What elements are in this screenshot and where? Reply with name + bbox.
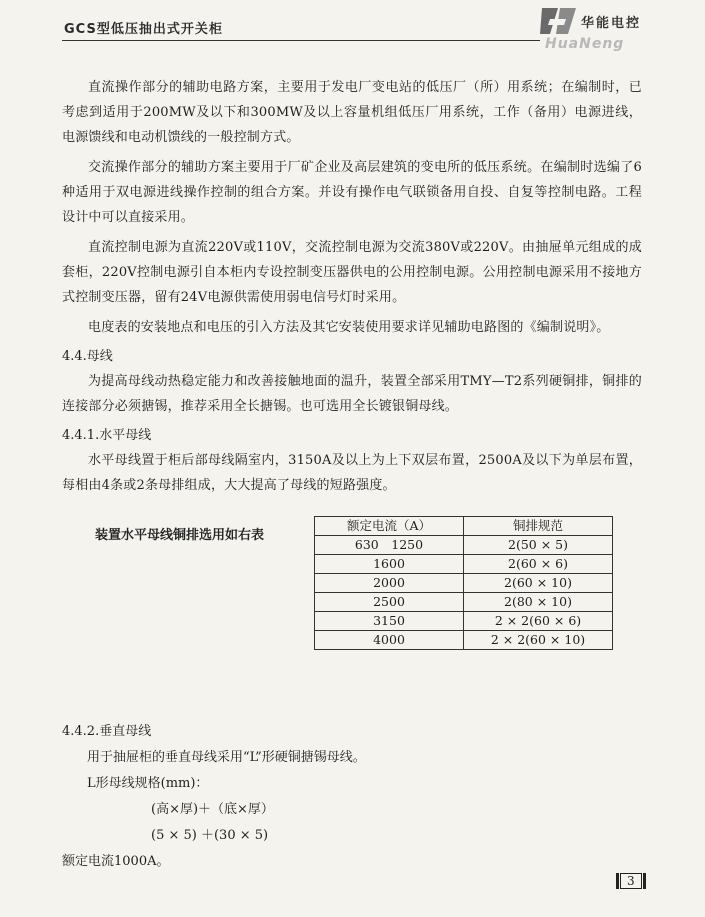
- rated-current-cell: 1600: [315, 555, 464, 574]
- table-row: [315, 574, 613, 593]
- vertical-busbar-section: [62, 719, 642, 875]
- rated-current-cell: 3150: [315, 612, 464, 631]
- header-title: GCS型低压抽出式开关柜: [64, 22, 223, 37]
- heading-horizontal-busbar: 4.4.1.水平母线: [62, 428, 152, 443]
- table-header-row: [315, 517, 613, 536]
- header-rule: [62, 40, 540, 41]
- copper-spec-cell: 2(50 × 5): [464, 536, 613, 555]
- paragraph-ac-operation: 交流操作部分的辅助方案主要用于厂矿企业及高层建筑的变电所的低压系统。在编制时选编了6种适用于双电源进线操作控制的组合方案。并设有操作电气联锁备用自投、自复等控制电路。工程设计中可以直接采用。: [62, 160, 642, 225]
- vertical-busbar-line: 用于抽屉柜的垂直母线采用“L”形硬铜搪锡母线。: [87, 750, 366, 765]
- copper-busbar-table: [314, 516, 613, 650]
- paragraph-control-power: 直流控制电源为直流220V或110V，交流控制电源为交流380V或220V。由抽屉单元组成的成套柜，220V控制电源引自本柜内专设控制变压器供电的公用控制电源。公用控制电源采用不接地方式控制变压器，留有24V电源供需使用弱电信号灯时采用。: [62, 240, 642, 305]
- vertical-busbar-dimensions: (5 × 5) ＋(30 × 5): [151, 828, 269, 843]
- paragraph-dc-operation: 直流操作部分的辅助电路方案，主要用于发电厂变电站的低压厂（所）用系统；在编制时，已考虑到适用于200MW及以下和300MW及以上容量机组低压厂用系统，工作（备用）电源进线，电源馈线和电动机馈线的一般控制方式。: [62, 80, 642, 145]
- page-content: [62, 75, 642, 875]
- rated-current-cell: 2500: [315, 593, 464, 612]
- brand-name-chinese: 华能电控: [581, 16, 642, 31]
- table-label: 装置水平母线铜排选用如右表: [95, 528, 265, 543]
- busbar-table-section: [62, 516, 642, 661]
- table-row: [315, 593, 613, 612]
- table-row: [315, 536, 613, 555]
- copper-spec-cell: 2 × 2(60 × 6): [464, 612, 613, 631]
- paragraph-meter-install: 电度表的安装地点和电压的引入方法及其它安装使用要求详见辅助电路图的《编制说明》。: [88, 320, 610, 335]
- heading-vertical-busbar: 4.4.2.垂直母线: [62, 724, 152, 739]
- header-rated-current: 额定电流（A）: [315, 517, 464, 536]
- table-row: [315, 631, 613, 650]
- vertical-busbar-spec-label: L形母线规格(mm)：: [87, 776, 209, 791]
- heading-busbar: 4.4.母线: [62, 349, 113, 364]
- table-row: [315, 612, 613, 631]
- paragraph-busbar: 为提高母线动热稳定能力和改善接触地面的温升，装置全部采用TMY—T2系列硬铜排，铜排的连接部分必须搪锡，推荐采用全长搪锡。也可选用全长镀银铜母线。: [62, 374, 642, 414]
- vertical-busbar-formula: (高×厚)＋（底×厚）: [151, 802, 274, 817]
- rated-current-cell: 4000: [315, 631, 464, 650]
- header-copper-spec: 铜排规范: [464, 517, 613, 536]
- rated-current-cell: 630 1250: [315, 536, 464, 555]
- rated-current-cell: 2000: [315, 574, 464, 593]
- copper-spec-cell: 2(80 × 10): [464, 593, 613, 612]
- table-row: [315, 555, 613, 574]
- copper-spec-cell: 2(60 × 10): [464, 574, 613, 593]
- brand-name-english: HuaNeng: [545, 36, 625, 52]
- paragraph-horizontal-busbar: 水平母线置于柜后部母线隔室内，3150A及以上为上下双层布置，2500A及以下为单层布置，每相由4条或2条母排组成，大大提高了母线的短路强度。: [62, 453, 642, 493]
- copper-spec-cell: 2(60 × 6): [464, 555, 613, 574]
- page-number: 3: [620, 873, 642, 889]
- huaneng-logo-icon: [536, 4, 580, 38]
- vertical-busbar-rated-current: 额定电流1000A。: [62, 854, 170, 869]
- copper-spec-cell: 2 × 2(60 × 10): [464, 631, 613, 650]
